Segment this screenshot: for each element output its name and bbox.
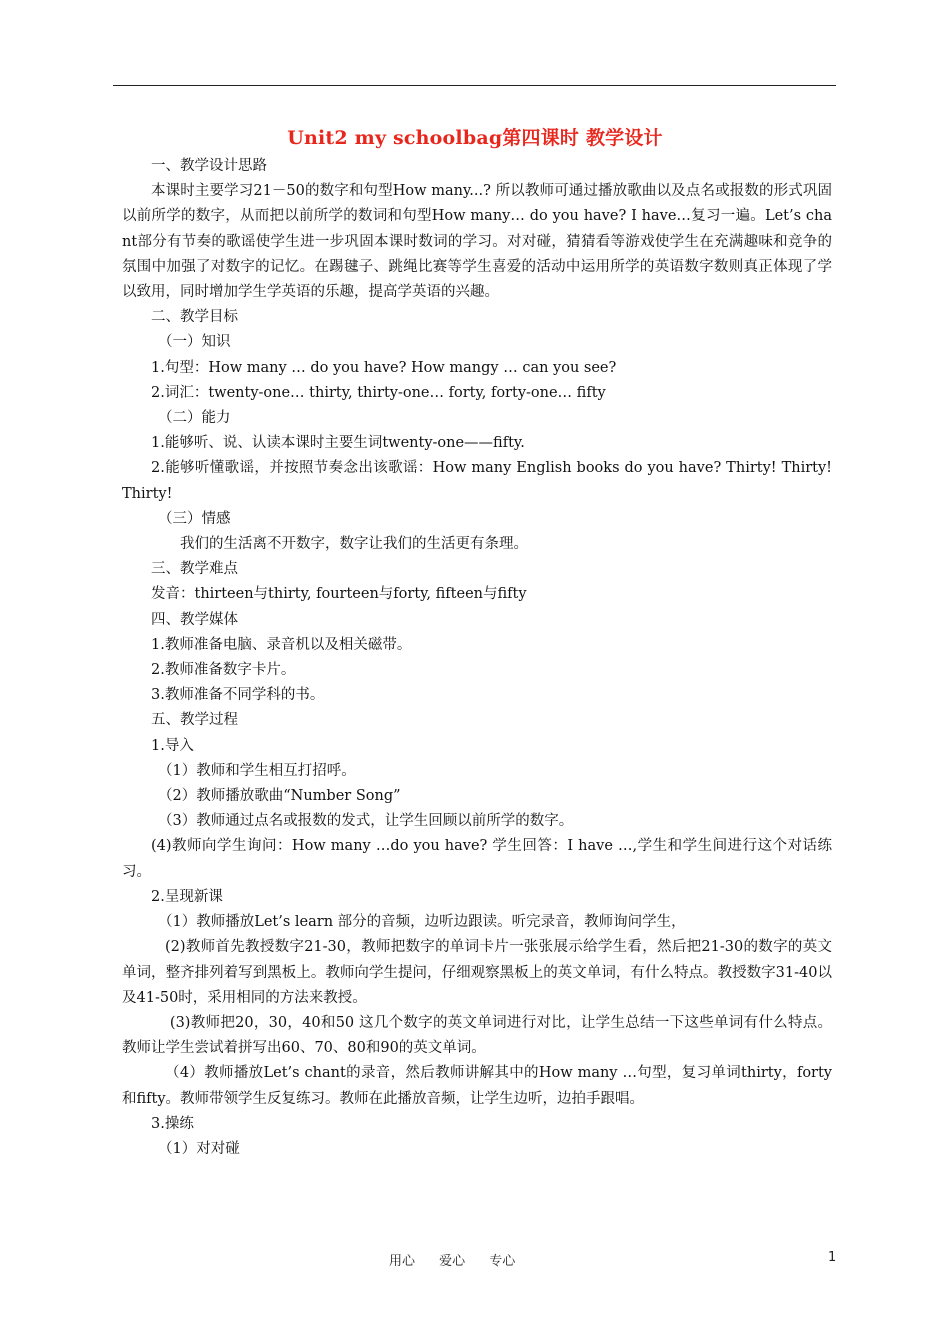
paragraph: 四、教学媒体	[151, 611, 238, 628]
document-body	[122, 154, 837, 1162]
paragraph: 我们的生活离不开数字，数字让我们的生活更有条理。	[180, 536, 528, 553]
page-footer	[0, 1250, 950, 1270]
paragraph: 1.句型：How many … do you have? How mangy … can you see?	[151, 359, 617, 376]
paragraph: 1.导入	[151, 737, 194, 754]
paragraph: 一、教学设计思路	[151, 158, 267, 174]
paragraph: 1.能够听、说、认读本课时主要生词twenty-one——fifty.	[151, 435, 525, 452]
paragraph: （二）能力	[158, 410, 231, 427]
document-title: Unit2 my schoolbag第四课时 教学设计	[287, 127, 663, 149]
paragraph: 2.词汇：twenty-one… thirty, thirty-one… forty, forty-one… fifty	[151, 384, 606, 401]
page-number: 1	[828, 1250, 837, 1265]
paragraph: (3)教师把20，30，40和50 这几个数字的英文单词进行对比，让学生总结一下这些单词有什么特点。教师让学生尝试着拼写出60、70、80和90的英文单词。	[122, 1014, 833, 1057]
paragraph: 本课时主要学习21－50的数字和句型How many...? 所以教师可通过播放歌曲以及点名或报数的形式巩固以前所学的数字，从而把以前所学的数词和句型How many… do you have? I have…复习一遍。Let’s chant部分有节奏的歌谣使学生进一步巩固本课时数词的学习。对对碰，猜猜看等游戏使学生在充满趣味和竞争的氛围中加强了对数字的记忆。在踢毽子、跳绳比赛等学生喜爱的活动中运用所学的英语数字数则真正体现了学以致用，同时增加学生学英语的乐趣，提高学英语的兴趣。	[122, 183, 832, 301]
paragraph: 3.操练	[151, 1115, 194, 1132]
paragraph: 1.教师准备电脑、录音机以及相关磁带。	[151, 636, 412, 653]
paragraph: （1）对对碰	[158, 1140, 240, 1157]
paragraph: 2.教师准备数字卡片。	[151, 662, 296, 679]
paragraph: （2）教师播放歌曲“Number Song”	[158, 788, 401, 805]
header-rule	[113, 85, 836, 86]
paragraph: 二、教学目标	[151, 309, 238, 326]
paragraph: (4)教师向学生询问：How many …do you have? 学生回答：I have …,学生和学生间进行这个对话练习。	[122, 838, 832, 880]
paragraph: （4）教师播放Let’s chant的录音，然后教师讲解其中的How many …句型，复习单词thirty，forty 和fifty。教师带领学生反复练习。教师在此播放音频，让学生边听，边拍手跟唱。	[122, 1065, 837, 1107]
paragraph: 五、教学过程	[151, 712, 238, 729]
paragraph: （一）知识	[158, 334, 231, 351]
paragraph: 2.呈现新课	[151, 888, 223, 905]
paragraph: 三、教学难点	[151, 561, 238, 578]
paragraph: 发音：thirteen与thirty, fourteen与forty, fifteen与fifty	[151, 586, 527, 603]
paragraph: (2)教师首先教授数字21-30，教师把数字的单词卡片一张张展示给学生看，然后把21-30的数字的英文单词，整齐排列着写到黑板上。教师向学生提问，仔细观察黑板上的英文单词，有什么特点。教授数字31-40以及41-50时，采用相同的方法来教授。	[122, 939, 832, 1006]
paragraph: （1）教师播放Let’s learn 部分的音频，边听边跟读。听完录音，教师询问学生，	[158, 914, 686, 931]
footer-text: 用心 爱心 专心	[389, 1254, 516, 1269]
paragraph: （3）教师通过点名或报数的发式，让学生回顾以前所学的数字。	[158, 813, 574, 830]
paragraph: 3.教师准备不同学科的书。	[151, 687, 325, 704]
paragraph: （三）情感	[158, 510, 231, 527]
paragraph: 2.能够听懂歌谣，并按照节奏念出该歌谣：How many English books do you have? Thirty! Thirty! Thirty!	[122, 460, 837, 502]
paragraph: （1）教师和学生相互打招呼。	[158, 762, 356, 779]
